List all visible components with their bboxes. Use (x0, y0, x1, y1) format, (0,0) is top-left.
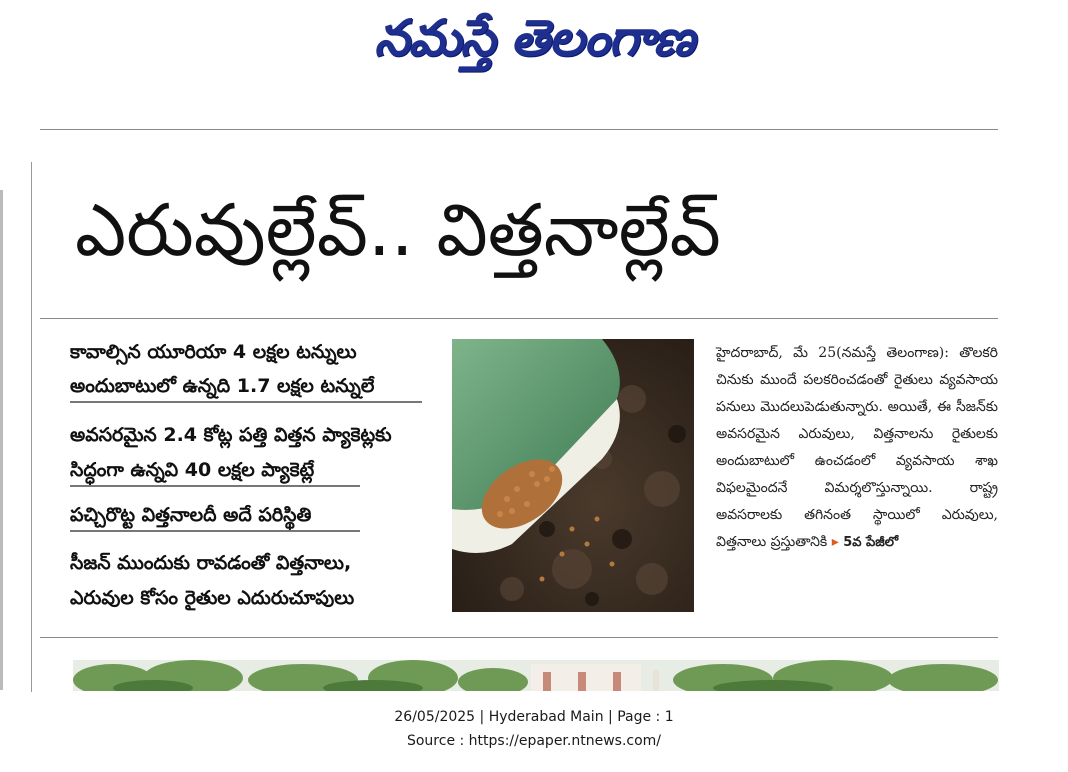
footer-edition-info: 26/05/2025 | Hyderabad Main | Page : 1 (394, 709, 674, 725)
masthead-logo: నమస్తే తెలంగాణ (374, 9, 694, 67)
headline-divider (40, 318, 998, 319)
headline: ఎరువుల్లేవ్.. విత్తనాల్లేవ్ (75, 188, 721, 272)
seed-bag-photo-illustration (452, 339, 694, 612)
bullet-line: సీజన్ ముందుకు రావడంతో విత్తనాలు, (70, 552, 352, 574)
article-text: హైదరాబాద్, మే 25(నమస్తే తెలంగాణ): తొలకరి చినుకు ముందే పలకరించడంతో రైతులు వ్యవసాయ పనులు మొదలుపెడుతున్నారు. అయితే, ఈ సీజన్‌కు అవసరమైన ఎరువులు, విత్తనాలను రైతులకు అందుబాటులో ఉంచడంలో వ్యవసాయ శాఖ విఫలమైందనే విమర్శలొస్తున్నాయి. రాష్ట్ర అవసరాలకు తగినంత స్థాయిలో ఎరువులు, విత్తనాలు ప్రస్తుతానికి (716, 345, 998, 550)
bullet-line: అవసరమైన 2.4 కోట్ల పత్తి విత్తన ప్యాకెట్లకు (70, 424, 392, 446)
clipped-text-strip (100, 90, 930, 108)
article-body (716, 340, 998, 556)
continued-on-page: 5వ పేజీలో (843, 535, 899, 550)
bullet-line: ఎరువుల కోసం రైతుల ఎదురుచూపులు (70, 587, 355, 609)
footer-source: Source : https://epaper.ntnews.com/ (406, 733, 662, 749)
next-story-photo-illustration (73, 660, 999, 691)
bullet-line: పచ్చిరొట్ట విత్తనాలదీ అదే పరిస్థితి (70, 500, 360, 532)
bullet-line: అందుబాటులో ఉన్నది 1.7 లక్షల టన్నులే (70, 371, 422, 403)
bullet-line: సిద్ధంగా ఉన్నవి 40 లక్షల ప్యాకెట్లే (70, 455, 360, 487)
continue-arrow-icon: ▸ (831, 534, 839, 550)
masthead (0, 0, 1068, 80)
top-divider (40, 129, 998, 130)
seed-bag-photo (452, 339, 694, 612)
page-edge (0, 190, 3, 690)
bottom-divider (40, 637, 998, 638)
left-column-rule (31, 162, 32, 692)
bullet-line: కావాల్సిన యూరియా 4 లక్షల టన్నులు (70, 341, 357, 363)
next-story-photo-strip (73, 660, 999, 691)
